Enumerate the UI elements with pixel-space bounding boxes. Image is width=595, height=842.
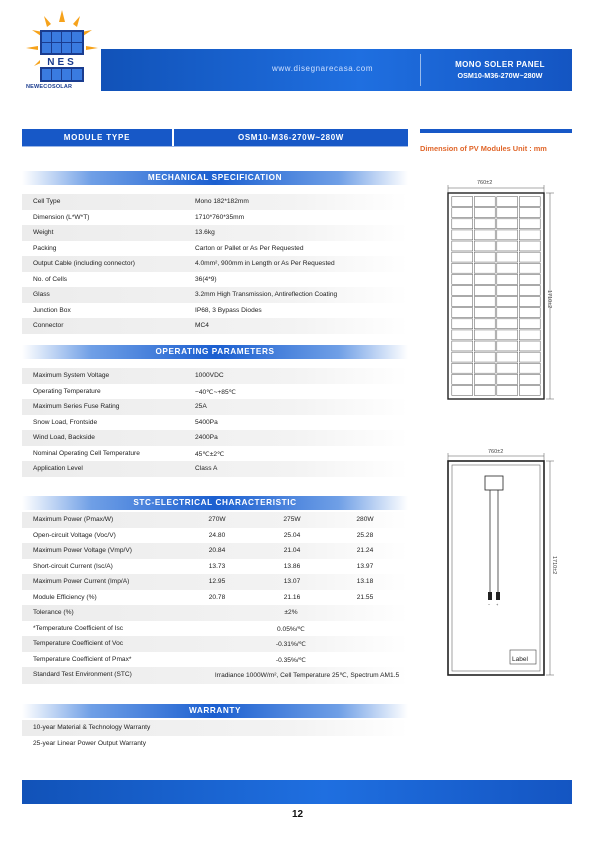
dimension-title: Dimension of PV Modules Unit : mm xyxy=(420,144,547,153)
table-row xyxy=(22,194,408,210)
front-length-label: 1710±2 xyxy=(546,290,552,309)
row-label: Open-circuit Voltage (Voc/V) xyxy=(33,531,116,539)
cell-275w: 21.16 xyxy=(283,593,301,601)
module-type-label: MODULE TYPE xyxy=(22,129,172,146)
cell-280w: 25.28 xyxy=(356,531,374,539)
cell-280w: 280W xyxy=(356,516,374,523)
row-label: Output Cable (including connector) xyxy=(33,260,135,267)
table-row xyxy=(22,446,408,462)
operating-section-title: OPERATING PARAMETERS xyxy=(155,347,275,356)
row-label: Maximum System Voltage xyxy=(33,372,110,379)
merged-cell: -0.31%/℃ xyxy=(275,641,307,648)
row-label: Maximum Power (Pmax/W) xyxy=(33,516,114,523)
table-row xyxy=(22,636,408,652)
mechanical-section-header xyxy=(22,171,408,185)
back-label-text: Label xyxy=(512,656,528,663)
row-label: *Temperature Coefficient of Isc xyxy=(33,624,124,632)
table-row xyxy=(22,512,408,528)
table-row xyxy=(22,461,408,477)
row-label: Operating Temperature xyxy=(33,387,101,395)
row-value: 1000VDC xyxy=(195,372,224,379)
module-type-value: OSM10-M36-270W~280W xyxy=(174,129,408,146)
row-label: Nominal Operating Cell Temperature xyxy=(33,449,140,457)
row-value: Carton or Pallet or As Per Requested xyxy=(195,244,304,252)
row-label: Cell Type xyxy=(33,198,61,205)
module-type-underline xyxy=(22,146,408,147)
row-label: Packing xyxy=(33,244,57,252)
table-row xyxy=(22,559,408,575)
table-row xyxy=(22,303,408,319)
row-label: Maximum Power Voltage (Vmp/V) xyxy=(33,547,132,554)
cell-270w: 24.80 xyxy=(208,531,226,539)
back-width-label: 760±2 xyxy=(488,449,504,455)
cell-275w: 21.04 xyxy=(283,547,301,554)
cell-270w: 12.95 xyxy=(208,578,226,585)
dimension-accent-bar xyxy=(420,129,572,133)
logo-brand-text: NEWECOSOLAR xyxy=(26,84,73,90)
back-length-label: 1710±2 xyxy=(551,556,557,575)
row-label: No. of Cells xyxy=(33,275,68,283)
stc-section-title: STC-ELECTRICAL CHARACTERISTIC xyxy=(133,498,297,507)
table-row xyxy=(22,272,408,288)
operating-table xyxy=(22,368,408,477)
row-value: 4.0mm², 900mm in Length or As Per Requested xyxy=(195,260,335,267)
row-value: 5400Pa xyxy=(195,418,218,426)
front-width-label: 760±2 xyxy=(477,180,493,186)
table-row xyxy=(22,368,408,384)
row-value: Mono 182*182mm xyxy=(195,198,249,205)
table-row xyxy=(22,384,408,400)
row-label: Tolerance (%) xyxy=(33,609,74,616)
table-row xyxy=(22,720,408,736)
table-row xyxy=(22,225,408,241)
table-row xyxy=(22,621,408,637)
row-value: 1710*760*35mm xyxy=(195,213,245,221)
footer-band xyxy=(22,780,572,804)
table-row xyxy=(22,415,408,431)
table-row xyxy=(22,528,408,544)
header-url: www.disegnarecasa.com xyxy=(272,64,374,73)
table-row xyxy=(22,430,408,446)
table-row xyxy=(22,574,408,590)
row-label: Standard Test Environment (STC) xyxy=(33,671,132,678)
row-label: Temperature Coefficient of Voc xyxy=(33,640,124,647)
table-row xyxy=(22,210,408,226)
row-label: Connector xyxy=(33,322,64,329)
cell-275w: 25.04 xyxy=(283,531,301,539)
cell-275w: 13.86 xyxy=(283,562,301,570)
stc-section-header xyxy=(22,496,408,510)
table-row xyxy=(22,667,408,684)
header-title: MONO SOLER PANEL xyxy=(455,60,545,69)
warranty-table xyxy=(22,720,408,751)
table-row xyxy=(22,652,408,668)
company-logo xyxy=(22,8,102,92)
table-row xyxy=(22,605,408,621)
table-row xyxy=(22,399,408,415)
row-label: Short-circuit Current (Isc/A) xyxy=(33,562,113,570)
row-value: 45℃±2℃ xyxy=(195,450,225,458)
svg-text:+: + xyxy=(496,602,499,607)
merged-cell: Irradiance 1000W/m², Cell Temperature 25℃, Spectrum AM1.5 xyxy=(214,672,400,679)
cell-280w: 21.55 xyxy=(356,593,374,601)
row-value: IP68, 3 Bypass Diodes xyxy=(195,306,262,314)
row-label: Module Efficiency (%) xyxy=(33,593,97,601)
table-row xyxy=(22,318,408,334)
cell-270w: 13.73 xyxy=(208,562,226,570)
merged-cell: -0.35%/℃ xyxy=(275,656,307,664)
operating-section-header xyxy=(22,345,408,359)
row-label: Glass xyxy=(33,291,50,298)
table-row xyxy=(22,543,408,559)
row-label: Application Level xyxy=(33,465,83,472)
row-value: 2400Pa xyxy=(195,434,218,441)
table-row xyxy=(22,256,408,272)
logo-letters: NES xyxy=(47,57,77,68)
cell-275w: 13.07 xyxy=(283,578,301,585)
table-row xyxy=(22,590,408,606)
warranty-section-title: WARRANTY xyxy=(188,706,242,715)
cell-270w: 20.78 xyxy=(208,593,226,601)
row-label: 10-year Material & Technology Warranty xyxy=(33,724,151,731)
table-row xyxy=(22,287,408,303)
row-value: 36(4*9) xyxy=(195,275,217,283)
row-label: Maximum Power Current (Imp/A) xyxy=(33,578,130,585)
row-value: 13.6kg xyxy=(195,229,215,236)
stc-table xyxy=(22,512,408,684)
table-row xyxy=(22,736,408,752)
row-value: −40℃~+85℃ xyxy=(195,388,237,396)
cell-280w: 13.97 xyxy=(356,562,374,570)
row-label: Temperature Coefficient of Pmax* xyxy=(33,655,132,663)
cell-270w: 270W xyxy=(208,516,226,523)
merged-cell: 0.05%/℃ xyxy=(277,625,305,633)
cell-270w: 20.84 xyxy=(208,547,226,554)
warranty-section-header xyxy=(22,704,408,718)
table-row xyxy=(22,241,408,257)
cell-280w: 13.18 xyxy=(356,578,374,585)
header-model: OSM10-M36-270W~280W xyxy=(457,71,543,80)
page-number: 12 xyxy=(291,809,304,820)
cell-280w: 21.24 xyxy=(356,547,374,554)
row-label: Weight xyxy=(33,229,54,236)
row-label: Maximum Series Fuse Rating xyxy=(33,403,120,410)
row-label: 25-year Linear Power Output Warranty xyxy=(33,739,146,747)
row-label: Snow Load, Frontside xyxy=(33,418,98,426)
mechanical-table xyxy=(22,194,408,334)
mechanical-section-title: MECHANICAL SPECIFICATION xyxy=(147,173,283,182)
header-divider xyxy=(420,54,421,86)
row-label: Dimension (L*W*T) xyxy=(33,213,90,221)
row-value: 3.2mm High Transmission, Antireflection Coating xyxy=(195,291,338,298)
merged-cell: ±2% xyxy=(284,609,298,616)
row-value: MC4 xyxy=(195,322,209,329)
svg-text:−: − xyxy=(488,602,491,607)
row-value: Class A xyxy=(195,465,218,472)
row-label: Junction Box xyxy=(33,306,71,314)
row-label: Wind Load, Backside xyxy=(33,434,95,441)
cell-275w: 275W xyxy=(283,516,301,523)
row-value: 25A xyxy=(195,403,207,410)
